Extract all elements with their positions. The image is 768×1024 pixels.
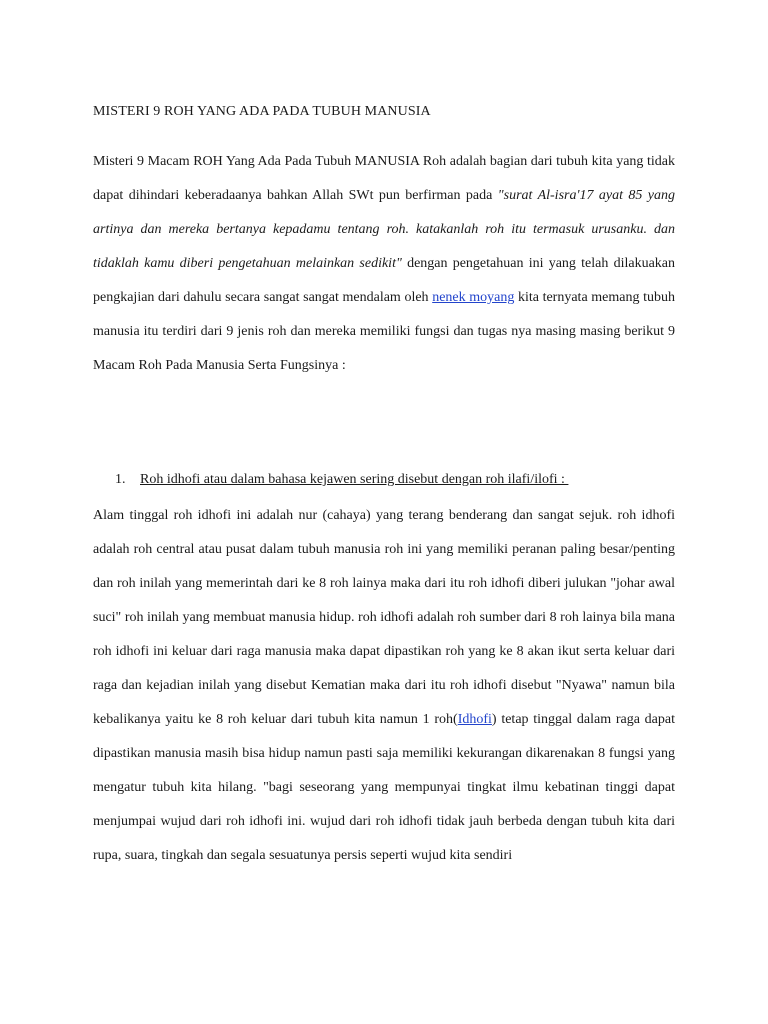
idhofi-link[interactable]: Idhofi <box>457 712 492 727</box>
quran-quote: "surat Al-isra'17 ayat 85 yang artinya dan mereka bertanya kepadamu tentang roh. katakanlah roh itu termasuk urusanku. dan tidaklah kamu diberi pengetahuan melainkan sedikit" <box>93 188 675 271</box>
document-title: MISTERI 9 ROH YANG ADA PADA TUBUH MANUSIA <box>93 104 431 119</box>
intro-text-3: kita ternyata memang tubuh manusia itu terdiri dari 9 jenis roh dan mereka memiliki fungsi dan tugas nya masing masing berikut 9 Macam Roh Pada Manusia Serta Fungsinya : <box>93 290 676 373</box>
list-number: 1. <box>115 472 126 487</box>
intro-text-1: Misteri 9 Macam ROH Yang Ada Pada Tubuh MANUSIA Roh adalah bagian dari tubuh kita yang tidak dapat dihindari keberadaanya bahkan Allah SWt pun berfirman pada <box>93 154 675 203</box>
intro-paragraph <box>93 145 675 383</box>
intro-text-2: dengan pengetahuan ini yang telah dilakuakan pengkajian dari dahulu secara sangat sangat mendalam oleh <box>93 256 675 305</box>
list-item-heading: Roh idhofi atau dalam bahasa kejawen sering disebut dengan roh ilafi/ilofi : <box>140 472 569 487</box>
roh-idhofi-paragraph <box>93 499 675 873</box>
nenek-moyang-link[interactable]: nenek moyang <box>432 290 515 305</box>
body-text-1: Alam tinggal roh idhofi ini adalah nur (cahaya) yang terang benderang dan sangat sejuk. roh idhofi adalah roh central atau pusat dalam tubuh manusia roh ini yang memiliki peranan paling besar/penting dan roh inilah yang memerintah dari ke 8 roh lainya maka dari itu roh idhofi diberi julukan "johar awal suci" roh inilah yang membuat manusia hidup. roh idhofi adalah roh sumber dari 8 roh lainya bila mana roh idhofi ini keluar dari raga manusia maka dapat dipastikan roh yang ke 8 akan ikut serta keluar dari raga dan kejadian inilah yang disebut Kematian maka dari itu roh idhofi disebut "Nyawa" namun bila kebalikanya yaitu ke 8 roh keluar dari tubuh kita namun 1 roh( <box>93 508 675 727</box>
body-text-2: ) tetap tinggal dalam raga dapat dipastikan manusia masih bisa hidup namun pasti saja memiliki kekurangan dikarenakan 8 fungsi yang mengatur tubuh kita hilang. "bagi seseorang yang mempunyai tingkat ilmu kebatinan tinggi dapat menjumpai wujud dari roh idhofi ini. wujud dari roh idhofi tidak jauh berbeda dengan tubuh kita dari rupa, suara, tingkah dan segala sesuatunya persis seperti wujud kita sendiri <box>93 712 675 863</box>
list-item-1 <box>115 472 568 488</box>
